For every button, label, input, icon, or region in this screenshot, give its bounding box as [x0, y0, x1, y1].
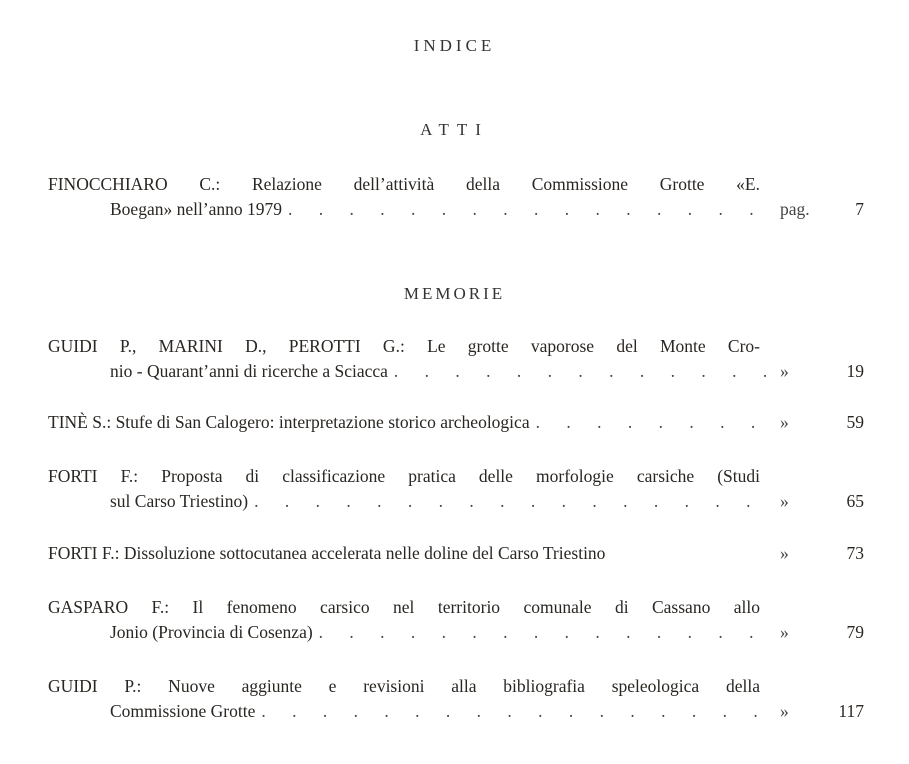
toc-entry	[48, 541, 864, 566]
toc-entry-title-continued: Boegan» nell’anno 1979	[110, 199, 283, 219]
toc-entry	[48, 172, 864, 222]
toc-entry-title-continued: sul Carso Triestino)	[110, 491, 249, 511]
toc-entry	[48, 674, 864, 724]
toc-entry-continuation	[48, 489, 864, 514]
toc-entry-title-continued: Jonio (Provincia di Cosenza)	[110, 622, 313, 642]
page-number: 79	[846, 622, 864, 642]
page-marker: »	[780, 361, 789, 381]
toc-entry-continuation	[48, 620, 864, 645]
toc-entry-title: FORTI F.: Proposta di classificazione pratica delle morfologie carsiche (Studi	[48, 466, 760, 486]
toc-entry-title: FORTI F.: Dissoluzione sottocutanea accelerata nelle doline del Carso Triestino	[48, 543, 606, 563]
toc-entry	[48, 410, 864, 435]
toc-entry-title-continued: Commissione Grotte	[110, 701, 256, 721]
page-number: 65	[846, 491, 864, 511]
toc-entry	[48, 595, 864, 645]
toc-entry-continuation	[48, 699, 864, 724]
section-heading-memorie: MEMORIE	[403, 284, 506, 303]
dot-leader	[536, 410, 768, 435]
page-marker: »	[780, 701, 789, 721]
dot-leader	[254, 489, 768, 514]
dot-leader	[261, 699, 768, 724]
page-number: 7	[855, 199, 864, 219]
toc-entry-title-continued: nio - Quarant’anni di ricerche a Sciacca	[110, 361, 388, 381]
page-marker: pag.	[780, 199, 810, 219]
toc-entry-title: FINOCCHIARO C.: Relazione dell’attività della Commissione Grotte «E.	[48, 174, 760, 194]
toc-entry-title: GUIDI P.: Nuove aggiunte e revisioni alla bibliografia speleologica della	[48, 676, 760, 696]
index-title: INDICE	[413, 36, 496, 55]
toc-entry-line	[48, 541, 864, 566]
toc-entry-title: GUIDI P., MARINI D., PEROTTI G.: Le grotte vaporose del Monte Cro-	[48, 336, 760, 356]
page-marker: »	[780, 412, 789, 432]
toc-entry	[48, 464, 864, 514]
toc-entry-line	[48, 410, 864, 435]
page-marker: »	[780, 543, 789, 563]
dot-leader	[319, 620, 768, 645]
dot-leader	[288, 197, 768, 222]
page-number: 59	[846, 412, 864, 432]
toc-entry-title: GASPARO F.: Il fenomeno carsico nel territorio comunale di Cassano allo	[48, 597, 760, 617]
page-number: 117	[838, 701, 864, 721]
page-marker: »	[780, 491, 789, 511]
toc-entry	[48, 334, 864, 384]
toc-entry-title: TINÈ S.: Stufe di San Calogero: interpretazione storico archeologica	[48, 412, 530, 432]
section-heading-atti: ATTI	[420, 120, 489, 139]
dot-leader	[394, 359, 768, 384]
toc-entry-continuation	[48, 359, 864, 384]
page-number: 73	[846, 543, 864, 563]
toc-entry-continuation	[48, 197, 864, 222]
page-number: 19	[846, 361, 864, 381]
page-marker: »	[780, 622, 789, 642]
